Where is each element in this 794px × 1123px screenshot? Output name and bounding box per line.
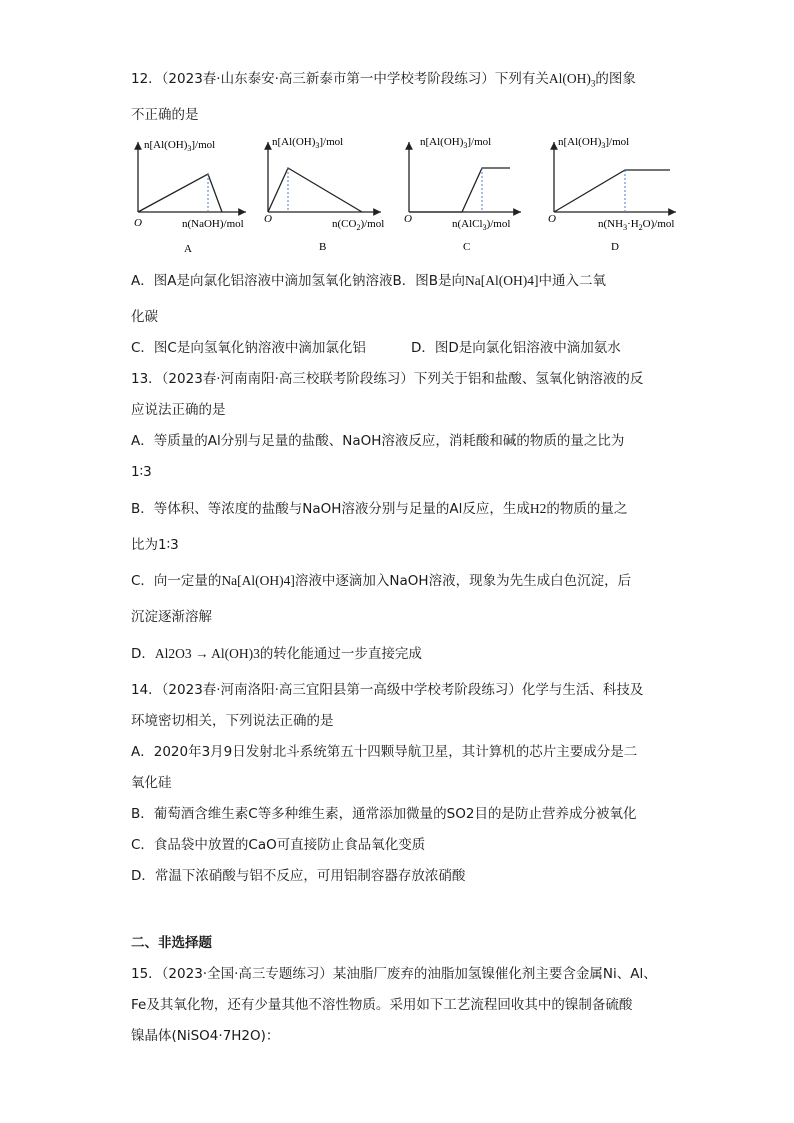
chart-d bbox=[548, 136, 676, 253]
al2o3-formula: Al2O3 → Al(OH)3 bbox=[154, 646, 260, 661]
q12-opt-a-text: A．图A是向氯化铝溶液中滴加氢氧化钠溶液B．图B是向 bbox=[131, 273, 465, 289]
q13-opt-d-text: D． bbox=[131, 646, 155, 662]
chart-d-label: D bbox=[611, 241, 619, 253]
chart-d-origin: O bbox=[548, 213, 556, 225]
q12-option-c: C．图C是向氢氧化钠溶液中滴加氯化铝 bbox=[131, 340, 366, 356]
chart-c bbox=[404, 136, 521, 253]
chart-a-line bbox=[138, 174, 222, 212]
chart-d-line bbox=[554, 170, 670, 212]
q15-line2: Fe及其氧化物，还有少量其他不溶性物质。采用如下工艺流程回收其中的镍制备硫酸 bbox=[131, 997, 633, 1013]
q13-option-d bbox=[131, 645, 422, 663]
q13-opt-d-suffix: 的转化能通过一步直接完成 bbox=[259, 646, 422, 662]
aloh3-formula: $Al(OH)_3$ bbox=[548, 71, 596, 89]
chart-a-label: A bbox=[184, 243, 192, 255]
q13-opt-b-suffix: 的物质的量之 bbox=[546, 501, 628, 517]
q13-opt-c-suffix: 溶液中逐滴加入NaOH溶液，现象为先生成白色沉淀，后 bbox=[294, 573, 632, 589]
h2-formula: H2 bbox=[529, 501, 547, 516]
q13-option-b-line2: 比为1∶3 bbox=[131, 537, 179, 553]
q13-opt-c-text: C．向一定量的 bbox=[131, 573, 222, 589]
q14-option-d: D．常温下浓硝酸与铝不反应，可用铝制容器存放浓硝酸 bbox=[131, 868, 466, 884]
chart-c-origin: O bbox=[404, 213, 412, 225]
q12-chart-svg bbox=[126, 132, 686, 262]
section-title: 二、非选择题 bbox=[131, 935, 212, 951]
q12-option-ab bbox=[131, 272, 606, 290]
q13-option-a: A．等质量的Al分别与足量的盐酸、NaOH溶液反应，消耗酸和碱的物质的量之比为 bbox=[131, 433, 625, 449]
chart-c-xlabel: n(AlCl$_3$)/mol bbox=[452, 218, 511, 232]
q12-option-b-line2: 化碳 bbox=[131, 309, 158, 325]
chart-b-label: B bbox=[319, 241, 327, 253]
q14-option-b: B．葡萄酒含维生素C等多种维生素，通常添加微量的SO2目的是防止营养成分被氧化 bbox=[131, 806, 637, 822]
q12-suffix: 的图象 bbox=[595, 71, 636, 87]
chart-a-origin: O bbox=[134, 217, 142, 229]
q13-line2: 应说法正确的是 bbox=[131, 402, 226, 418]
q15-line1: 15．（2023·全国·高三专题练习）某油脂厂废弃的油脂加氢镍催化剂主要含金属Ni、Al、 bbox=[131, 966, 657, 982]
na-al-oh4-formula: Na[Al(OH)4] bbox=[465, 273, 539, 288]
q12-opt-b-tail: 中通入二氧 bbox=[538, 273, 606, 289]
chart-d-xlabel: $n(NH_3\cdot H_2O)$/mol bbox=[598, 218, 675, 232]
chart-a-xlabel: n(NaOH)/mol bbox=[182, 218, 244, 230]
q12-line2: 不正确的是 bbox=[131, 107, 199, 123]
q13-option-a-line2: 1∶3 bbox=[131, 464, 152, 480]
chart-c-line bbox=[409, 168, 510, 212]
chart-b-origin: O bbox=[264, 213, 272, 225]
chart-d-ylabel: $n[Al(OH)_3]$/mol bbox=[558, 136, 630, 150]
chart-b-xlabel: $n(CO_2)$/mol bbox=[332, 218, 385, 232]
q14-line2: 环境密切相关，下列说法正确的是 bbox=[131, 713, 334, 729]
q12-charts bbox=[126, 132, 686, 262]
chart-c-ylabel: $n[Al(OH)_3]$/mol bbox=[420, 136, 492, 150]
q14-option-a: A．2020年3月9日发射北斗系统第五十四颗导航卫星，其计算机的芯片主要成分是二 bbox=[131, 744, 638, 760]
q13-line1: 13．（2023春·河南南阳·高三校联考阶段练习）下列关于铝和盐酸、氢氧化钠溶液的反 bbox=[131, 371, 644, 387]
q13-opt-b-text: B．等体积、等浓度的盐酸与NaOH溶液分别与足量的Al反应，生成 bbox=[131, 501, 530, 517]
chart-b bbox=[264, 136, 384, 253]
q12-option-d: D．图D是向氯化铝溶液中滴加氨水 bbox=[411, 340, 621, 356]
chart-c-label: C bbox=[463, 241, 471, 253]
chart-b-ylabel: $n[Al(OH)_3]$/mol bbox=[272, 136, 344, 150]
q14-line1: 14．（2023春·河南洛阳·高三宜阳县第一高级中学校考阶段练习）化学与生活、科技及 bbox=[131, 682, 644, 698]
chart-a bbox=[134, 139, 246, 255]
q14-option-a-line2: 氧化硅 bbox=[131, 775, 172, 791]
chart-a-ylabel: $n[Al(OH)_3]$/mol bbox=[144, 139, 216, 153]
q13-option-c bbox=[131, 572, 631, 590]
q14-option-c: C．食品袋中放置的CaO可直接防止食品氧化变质 bbox=[131, 837, 426, 853]
q13-option-c-line2: 沉淀逐渐溶解 bbox=[131, 609, 212, 625]
q13-na-al-oh4-formula: Na[Al(OH)4] bbox=[221, 573, 295, 588]
q12-line1 bbox=[131, 70, 636, 93]
q15-line3: 镍晶体(NiSO4·7H2O)： bbox=[131, 1028, 280, 1044]
q13-option-b bbox=[131, 500, 627, 518]
chart-b-line bbox=[268, 168, 362, 212]
q12-text: 12．（2023春·山东泰安·高三新泰市第一中学校考阶段练习）下列有关 bbox=[131, 71, 549, 87]
